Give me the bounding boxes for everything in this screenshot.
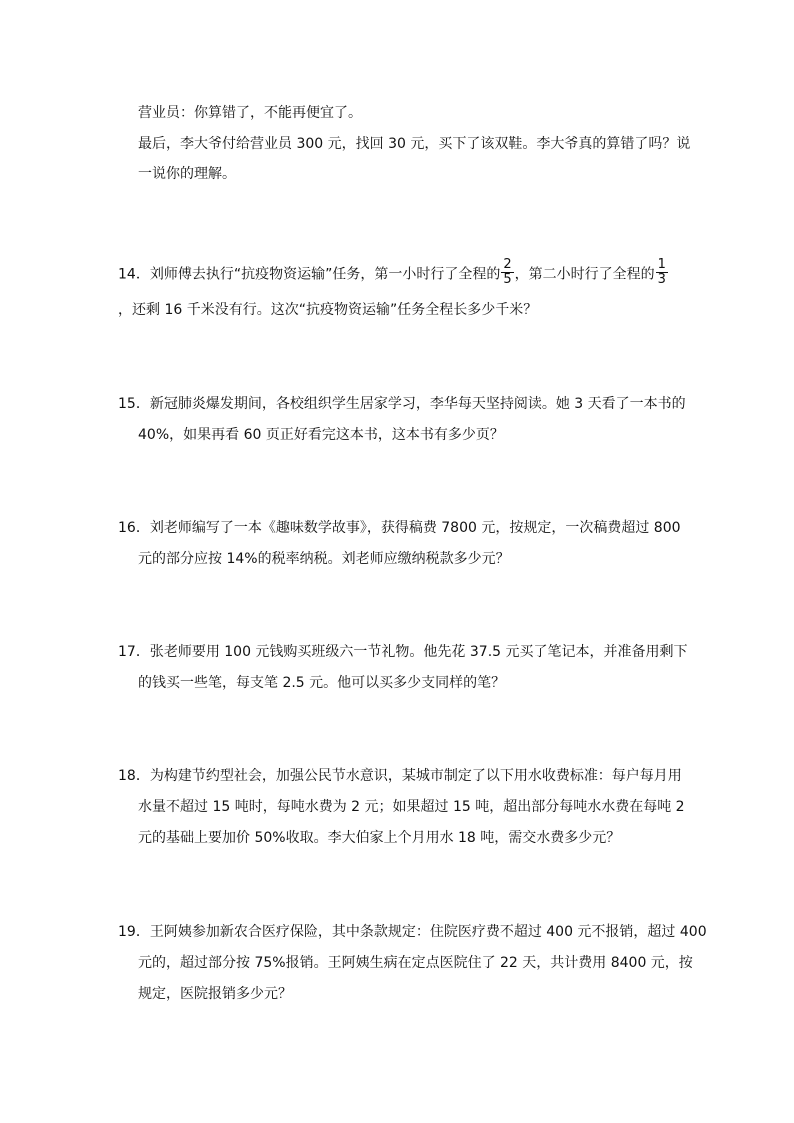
q14-fraction-2 [656, 258, 668, 287]
q15-line-1: 15．新冠肺炎爆发期间，各校组织学生居家学习，李华每天坚持阅读。她 3 天看了一本书的 [118, 396, 686, 412]
q14-line-1 [118, 257, 669, 289]
q14-text-part-2: ，第二小时行了全程的 [514, 266, 655, 283]
q16-line-2: 元的部分应按 14%的税率纳税。刘老师应缴纳税款多少元？ [138, 551, 510, 567]
q19-line-2: 元的，超过部分按 75%报销。王阿姨生病在定点医院住了 22 天，共计费用 8400 元，按 [138, 955, 693, 971]
q17-line-1: 17．张老师要用 100 元钱购买班级六一节礼物。他先花 37.5 元买了笔记本，并准备用剩下 [118, 644, 688, 660]
q15-line-2: 40%，如果再看 60 页正好看完这本书，这本书有多少页？ [138, 427, 504, 443]
q14-fraction-2-denominator: 3 [657, 272, 666, 287]
intro-line-2: 最后，李大爷付给营业员 300 元，找回 30 元，买下了该双鞋。李大爷真的算错了吗？说 [138, 136, 691, 152]
q14-fraction-1-denominator: 5 [503, 272, 512, 287]
q18-line-1: 18．为构建节约型社会，加强公民节水意识，某城市制定了以下用水收费标准：每户每月用 [118, 768, 682, 784]
q16-line-1: 16．刘老师编写了一本《趣味数学故事》，获得稿费 7800 元，按规定，一次稿费超过 800 [118, 520, 681, 536]
q18-line-2: 水量不超过 15 吨时，每吨水费为 2 元；如果超过 15 吨，超出部分每吨水水费在每吨 2 [138, 799, 685, 815]
q14-line-2: ，还剩 16 千米没有行。这次“抗疫物资运输”任务全程长多少千米？ [118, 302, 538, 318]
intro-line-3: 一说你的理解。 [138, 166, 236, 182]
q19-line-1: 19．王阿姨参加新农合医疗保险，其中条款规定：住院医疗费不超过 400 元不报销，超过 400 [118, 924, 707, 940]
q14-fraction-1 [501, 258, 513, 287]
q14-fraction-2-numerator: 1 [657, 257, 666, 272]
intro-line-1: 营业员：你算错了，不能再便宜了。 [138, 105, 362, 121]
q14-fraction-1-numerator: 2 [503, 257, 512, 272]
q17-line-2: 的钱买一些笔，每支笔 2.5 元。他可以买多少支同样的笔？ [138, 675, 506, 691]
q14-text-part-1: 14．刘师傅去执行“抗疫物资运输”任务，第一小时行了全程的 [118, 266, 501, 283]
q19-line-3: 规定，医院报销多少元？ [138, 986, 292, 1002]
q18-line-3: 元的基础上要加价 50%收取。李大伯家上个月用水 18 吨，需交水费多少元？ [138, 830, 621, 846]
